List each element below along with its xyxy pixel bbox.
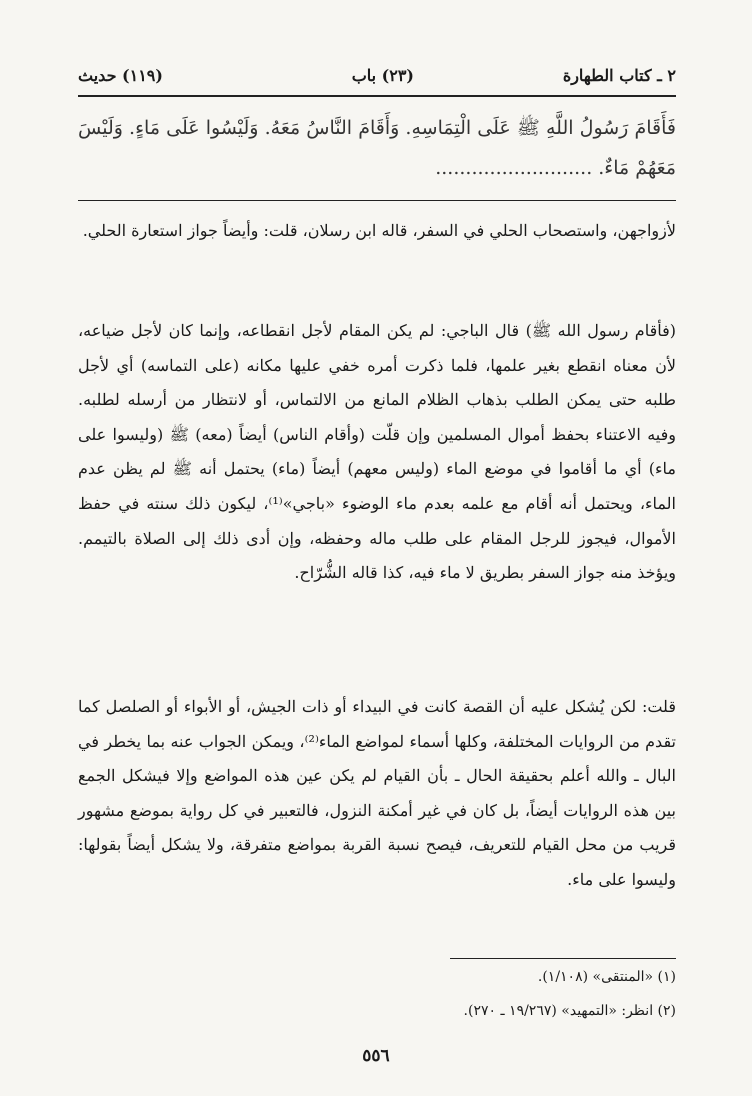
section-divider bbox=[78, 200, 676, 201]
book-title: ٢ ـ كتاب الطهارة bbox=[562, 66, 676, 85]
footnote-2: (٢) انظر: «التمهيد» (١٩/٢٦٧ ـ ٢٧٠). bbox=[463, 1003, 676, 1019]
page-number: ٥٥٦ bbox=[362, 1046, 390, 1066]
running-header bbox=[78, 66, 676, 92]
footnote-1: (١) «المنتقى» (١/١٠٨). bbox=[537, 969, 676, 985]
commentary-paragraph-2: (فأقام رسول الله ﷺ) قال الباجي: لم يكن المقام لأجل انقطاعه، وإنما كان لأجل ضياعه، لأن معناه انقطع بغير علمها، فلما ذكرت أمره خفي عليها مكانه (على التماسه) أي لأجل طلبه حتى يمكن الطلب بذهاب الظلام المانع من الالتماس، أو لانتظار من أرسله لطلبه. وفيه الاعتناء بحفظ أموال المسلمين وإن قلّت (وأقام الناس) أيضاً (معه) ﷺ (وليسوا على ماء) أي ما أقاموا في موضع الماء (وليس معهم) أيضاً (ماء) يحتمل أنه ﷺ لم يظن عدم الماء، ويحتمل أنه أقام مع علمه بعدم ماء الوضوء «باجي»⁽¹⁾، ليكون ذلك سنته في حفظ الأموال، فيجوز للرجل المقام على طلب ماله وحفظه، وإن أدى ذلك إلى الصلاة بالتيمم. ويؤخذ منه جواز السفر بطريق لا ماء فيه، كذا قاله الشُّرّاح. bbox=[78, 321, 677, 583]
header-divider bbox=[78, 95, 676, 97]
footnote-divider bbox=[450, 958, 676, 959]
commentary-paragraph-1: لأزواجهن، واستصحاب الحلي في السفر، قاله ابن رسلان، قلت: وأيضاً جواز استعارة الحلي. bbox=[82, 221, 676, 240]
commentary-paragraph-3: قلت: لكن يُشكل عليه أن القصة كانت في البيداء أو ذات الجيش، أو الأبواء أو الصلصل كما تقدم من الروايات المختلفة، وكلها أسماء لمواضع الماء⁽²⁾، ويمكن الجواب عنه بما يخطر في البال ـ والله أعلم بحقيقة الحال ـ بأن القيام لم يكن عين هذه المواضع وإلا فيشكل الجمع بين هذه الروايات أيضاً، بل كان في غير أمكنة النزول، فالتعبير في كل رواية بموضع مشهور قريب من محل القيام للتعريف، فيصح نسبة القربة بمواضع متفرقة، ولا يشكل أيضاً بقولها: وليسوا على ماء. bbox=[78, 697, 677, 889]
hadith-text: فَأَقَامَ رَسُولُ اللَّهِ ﷺ عَلَى الْتِمَاسِهِ. وَأَقَامَ النَّاسُ مَعَهُ. وَلَيْسُوا عَلَى مَاءٍ. وَلَيْسَ مَعَهُمْ مَاءٌ. .......................... bbox=[78, 117, 676, 179]
chapter-label: (٢٣) باب bbox=[351, 66, 414, 85]
hadith-number: (١١٩) حديث bbox=[78, 66, 163, 85]
